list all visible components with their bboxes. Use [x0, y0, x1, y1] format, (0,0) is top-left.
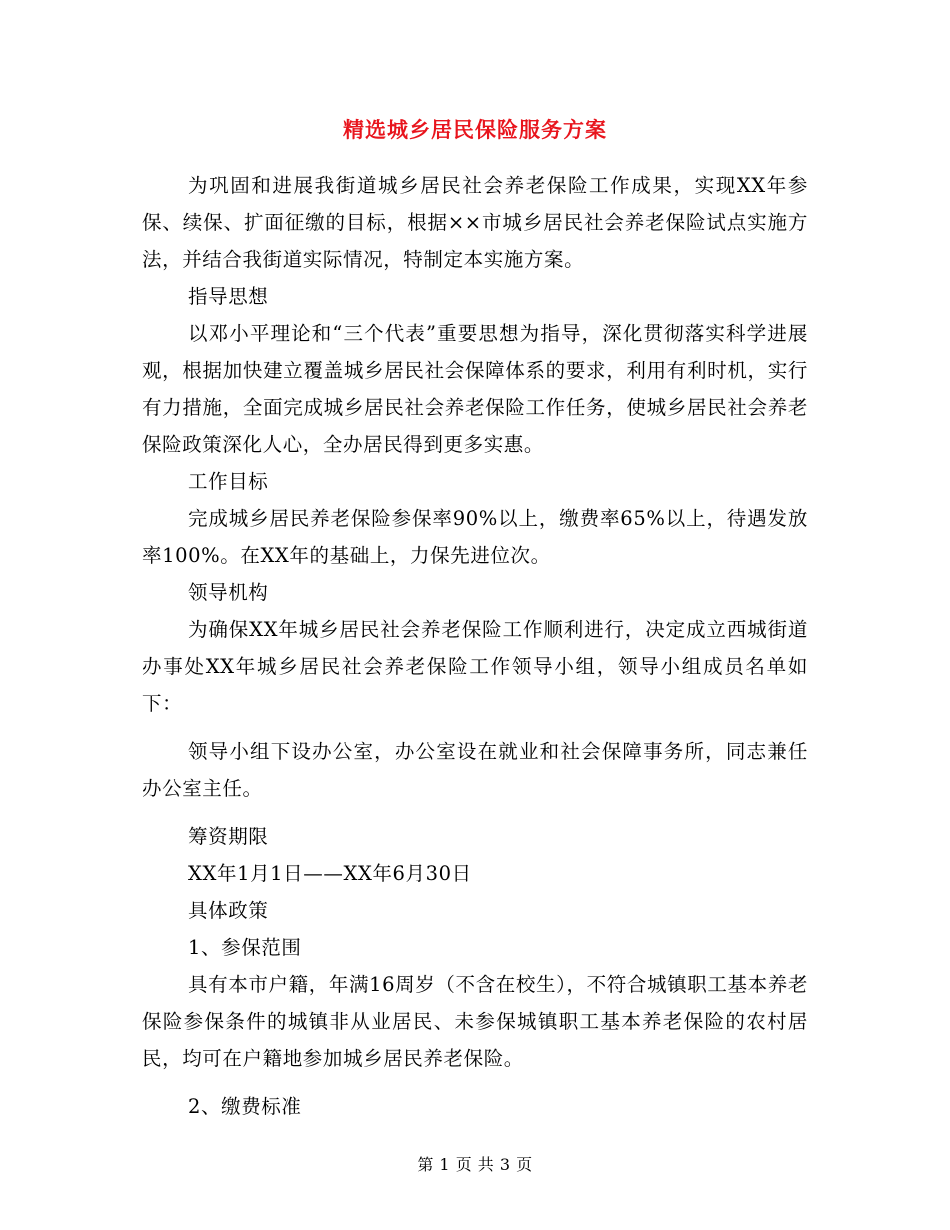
section-heading-funding-period: 筹资期限: [188, 825, 269, 848]
work-goals-paragraph: 完成城乡居民养老保险参保率90%以上，缴费率65%以上，待遇发放率100%。在XX年的基础上，力保先进位次。: [142, 507, 808, 567]
document-title: 精选城乡居民保险服务方案: [343, 117, 607, 142]
page-footer: [0, 1150, 950, 1180]
guiding-ideology-paragraph: 以邓小平理论和“三个代表”重要思想为指导，深化贯彻落实科学进展观，根据加快建立覆盖城乡居民社会保障体系的要求，利用有利时机，实行有力措施，全面完成城乡居民社会养老保险工作任务，使城乡居民社会养老保险政策深化人心，全办居民得到更多实惠。: [142, 322, 808, 456]
section-heading-specific-policy: 具体政策: [188, 899, 269, 922]
section-heading-work-goals: 工作目标: [188, 470, 269, 493]
page-number-label: 第 1 页 共 3 页: [417, 1155, 533, 1174]
section-heading-leadership: 领导机构: [188, 581, 269, 604]
document-body: [142, 167, 808, 1125]
intro-paragraph: 为巩固和进展我街道城乡居民社会养老保险工作成果，实现XX年参保、续保、扩面征缴的目标，根据××市城乡居民社会养老保险试点实施方法，并结合我街道实际情况，特制定本实施方案。: [142, 174, 808, 271]
funding-period-dates: XX年1月1日——XX年6月30日: [188, 862, 472, 885]
section-heading-guiding-ideology: 指导思想: [188, 285, 269, 308]
leadership-paragraph: 为确保XX年城乡居民社会养老保险工作顺利进行，决定成立西城街道办事处XX年城乡居民社会养老保险工作领导小组，领导小组成员名单如下：: [142, 618, 808, 715]
office-paragraph: 领导小组下设办公室，办公室设在就业和社会保障事务所，同志兼任办公室主任。: [142, 740, 808, 800]
subsection-heading-coverage: 1、参保范围: [188, 936, 302, 959]
coverage-paragraph: 具有本市户籍，年满16周岁（不含在校生），不符合城镇职工基本养老保险参保条件的城镇非从业居民、未参保城镇职工基本养老保险的农村居民，均可在户籍地参加城乡居民养老保险。: [142, 973, 808, 1070]
subsection-heading-contribution: 2、缴费标准: [188, 1095, 302, 1118]
